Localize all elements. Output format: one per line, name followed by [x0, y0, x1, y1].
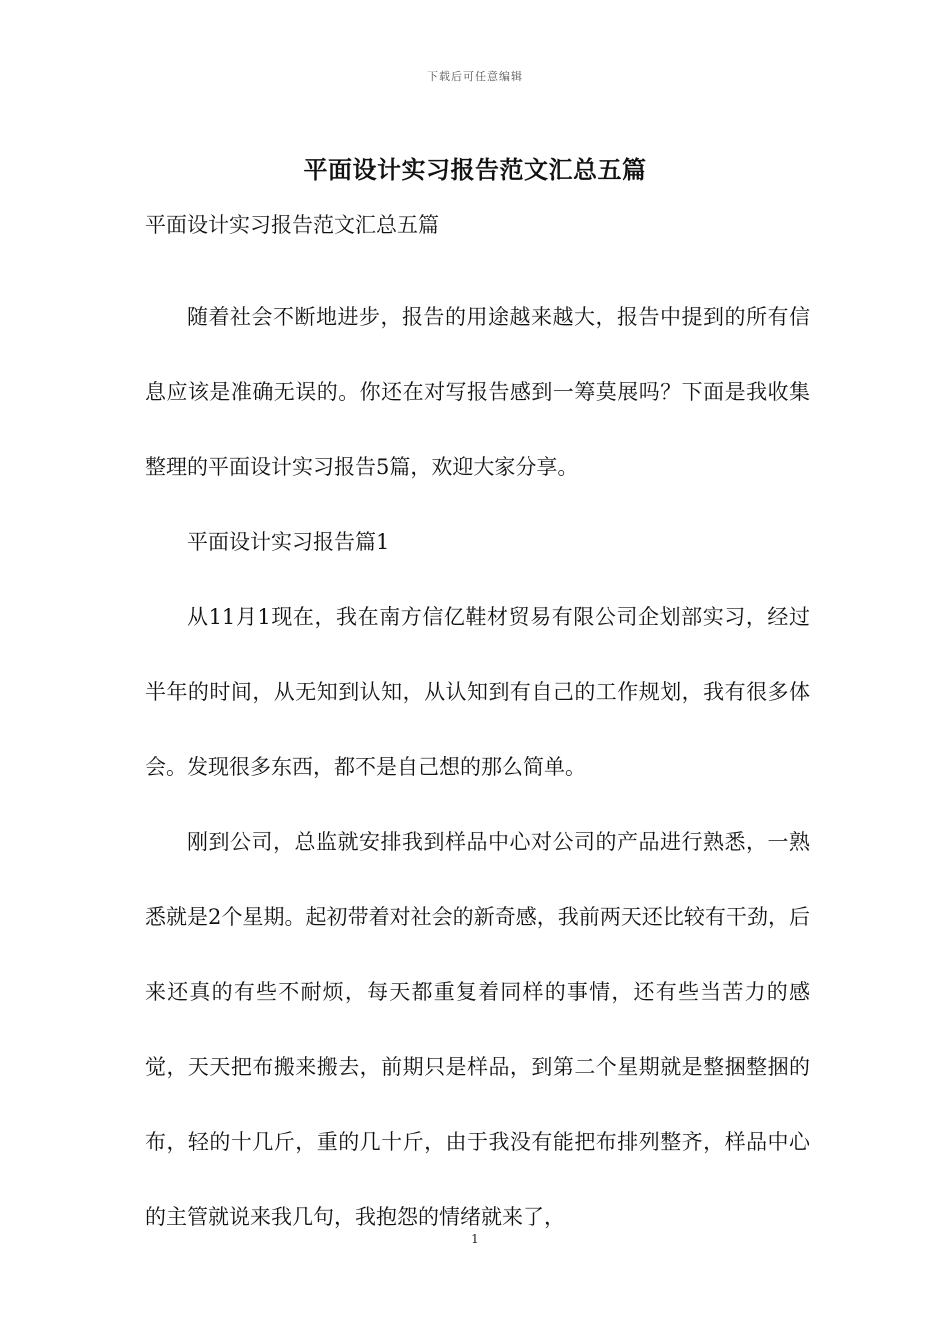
- document-title: 平面设计实习报告范文汇总五篇: [303, 155, 647, 184]
- paragraph-2: 刚到公司，总监就安排我到样品中心对公司的产品进行熟悉，一熟悉就是2个星期。起初带着对社会的新奇感，我前两天还比较有干劲，后来还真的有些不耐烦，每天都重复着同样的事情，还有些当苦力的感觉，天天把布搬来搬去，前期只是样品，到第二个星期就是整捆整捆的布，轻的十几斤，重的几十斤，由于我没有能把布排列整齐，样品中心的主管就说来我几句，我抱怨的情绪就来了，: [145, 830, 810, 1229]
- document-subtitle: 平面设计实习报告范文汇总五篇: [145, 213, 439, 237]
- paragraph-1: 从11月1现在，我在南方信亿鞋材贸易有限公司企划部实习，经过半年的时间，从无知到认知，从认知到有自己的工作规划，我有很多体会。发现很多东西，都不是自己想的那么简单。: [145, 605, 810, 779]
- header-note: 下载后可任意编辑: [427, 70, 523, 83]
- section-heading: 平面设计实习报告篇1: [187, 530, 390, 554]
- page-number: 1: [471, 1232, 479, 1246]
- document-body: [145, 205, 810, 1255]
- paragraph-intro: 随着社会不断地进步，报告的用途越来越大，报告中提到的所有信息应该是准确无误的。你还在对写报告感到一筹莫展吗？下面是我收集整理的平面设计实习报告5篇，欢迎大家分享。: [145, 305, 810, 479]
